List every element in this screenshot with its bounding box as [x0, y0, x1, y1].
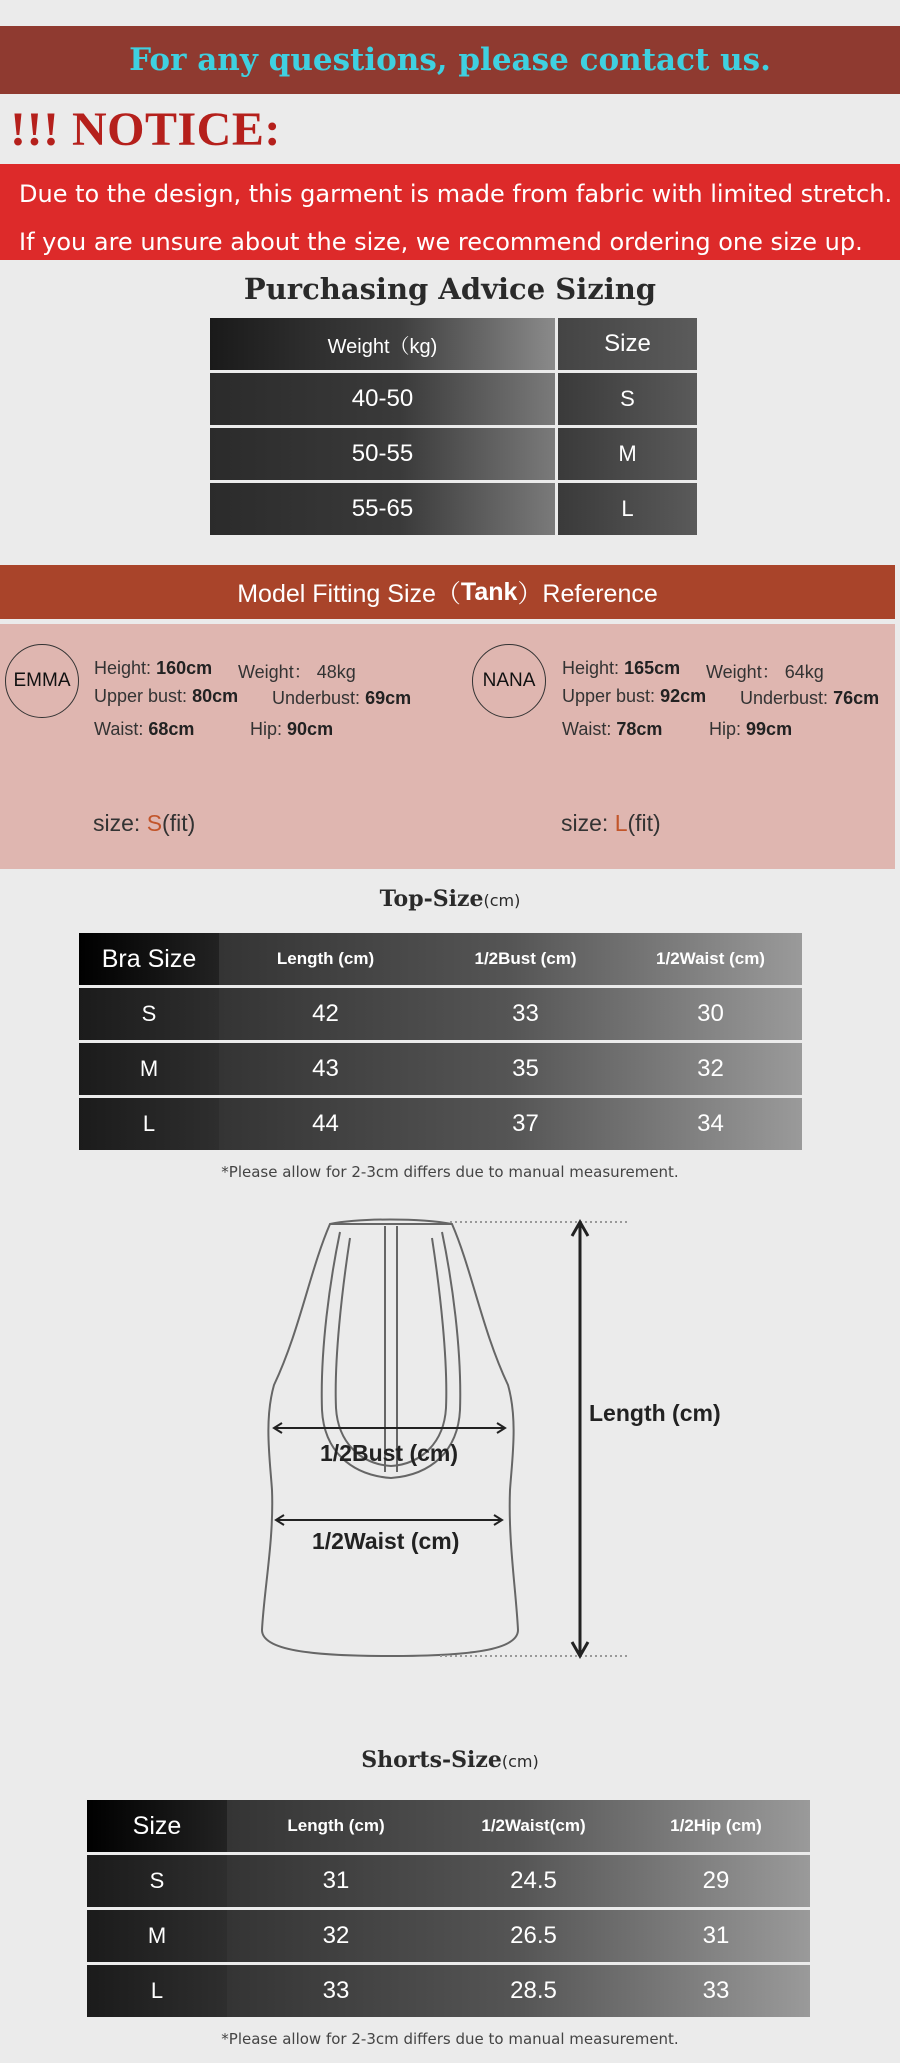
table-cell: 34 [697, 1110, 724, 1137]
model-weight: Weight： 64kg [706, 662, 824, 682]
table-row [210, 373, 697, 425]
model-panel [0, 624, 895, 869]
table-cell: M [79, 1043, 219, 1095]
contact-text: For any questions, please contact us. [129, 42, 771, 78]
table-cell: S [79, 988, 219, 1040]
table-row [87, 1965, 810, 2017]
table-cell: 33 [702, 1977, 730, 2004]
table-cell: 35 [512, 1055, 539, 1082]
model-size: size: L(fit) [561, 810, 661, 836]
table-header-row [210, 318, 697, 370]
table-cell: 30 [697, 1000, 724, 1027]
table-row [79, 1043, 802, 1095]
model-underbust: Underbust: 76cm [740, 688, 880, 708]
table-header-row [87, 1800, 810, 1852]
measurement-note: *Please allow for 2-3cm differs due to manual measurement. [221, 1163, 679, 1181]
table-cell: 28.5 [510, 1977, 557, 2004]
notice-line-2: If you are unsure about the size, we recommend ordering one size up. [19, 228, 863, 256]
purchasing-table [210, 318, 697, 538]
table-cell: L [558, 483, 697, 535]
table-cell: M [558, 428, 697, 480]
model-upper-bust: Upper bust: 92cm [562, 686, 707, 706]
table-cell: L [87, 1965, 227, 2017]
model-avatar: NANA [472, 644, 546, 718]
shorts-size-title: Shorts-Size(cm) [361, 1747, 539, 1773]
table-cell: 42 [312, 1000, 339, 1027]
header-cell: 1/2Waist(cm) [481, 1816, 586, 1835]
table-cell: 50-55 [210, 428, 555, 480]
notice-line-1: Due to the design, this garment is made from fabric with limited stretch. [19, 180, 893, 208]
length-label: Length (cm) [589, 1400, 721, 1426]
contact-banner [0, 26, 900, 94]
table-cell: 43 [312, 1055, 339, 1082]
table-cell: 31 [322, 1867, 350, 1894]
table-row [87, 1855, 810, 1907]
table-cell: 55-65 [210, 483, 555, 535]
model-height: Height: 165cm [562, 658, 681, 678]
model-size: size: S(fit) [93, 810, 196, 836]
table-cell: 44 [312, 1110, 339, 1137]
table-cell: 29 [702, 1867, 730, 1894]
table-cell: 26.5 [510, 1922, 557, 1949]
header-cell: Length (cm) [287, 1816, 385, 1835]
header-cell: Weight（kg) [210, 318, 555, 370]
table-row [210, 428, 697, 480]
model-height: Height: 160cm [94, 658, 213, 678]
tank-diagram [250, 1210, 750, 1670]
notice-band [0, 164, 900, 260]
table-row [79, 1098, 802, 1150]
table-cell: 24.5 [510, 1867, 557, 1894]
table-cell: 33 [512, 1000, 539, 1027]
table-cell: 37 [512, 1110, 539, 1137]
model-waist: Waist: 68cm [94, 719, 195, 739]
top-size-title: Top-Size(cm) [379, 886, 521, 912]
model-hip: Hip: 90cm [250, 719, 334, 739]
model-avatar: EMMA [5, 644, 79, 718]
table-cell: S [558, 373, 697, 425]
table-cell: S [87, 1855, 227, 1907]
header-cell: 1/2Bust (cm) [474, 949, 577, 968]
table-cell: 31 [702, 1922, 730, 1949]
table-cell: L [79, 1098, 219, 1150]
measurement-note: *Please allow for 2-3cm differs due to manual measurement. [221, 2030, 679, 2048]
header-cell: Length (cm) [276, 949, 375, 968]
table-row [210, 483, 697, 535]
table-cell: 32 [697, 1055, 724, 1082]
header-cell: Size [87, 1800, 227, 1852]
header-cell: 1/2Waist (cm) [656, 949, 765, 968]
header-cell: Bra Size [79, 933, 219, 985]
table-row [79, 988, 802, 1040]
table-cell: M [87, 1910, 227, 1962]
header-cell: 1/2Hip (cm) [670, 1816, 762, 1835]
model-ref-suffix: ）Reference [517, 580, 658, 608]
table-cell: 33 [322, 1977, 350, 2004]
model-ref-prefix: Model Fitting Size（ [237, 580, 461, 608]
table-row [87, 1910, 810, 1962]
table-cell: 40-50 [210, 373, 555, 425]
table-header-row [79, 933, 802, 985]
top-size-table [79, 933, 802, 1153]
purchasing-title: Purchasing Advice Sizing [243, 272, 657, 306]
model-upper-bust: Upper bust: 80cm [94, 686, 239, 706]
bust-label: 1/2Bust (cm) [320, 1440, 459, 1466]
model-waist: Waist: 78cm [562, 719, 663, 739]
notice-title: !!! NOTICE: [10, 102, 281, 156]
waist-label: 1/2Waist (cm) [312, 1528, 460, 1554]
model-weight: Weight： 48kg [238, 662, 356, 682]
table-cell: 32 [322, 1922, 350, 1949]
shorts-size-table [87, 1800, 810, 2020]
model-hip: Hip: 99cm [709, 719, 793, 739]
model-underbust: Underbust: 69cm [272, 688, 412, 708]
model-ref-bold: Tank [460, 577, 518, 606]
model-reference-bar [0, 565, 895, 619]
header-cell: Size [558, 318, 697, 370]
